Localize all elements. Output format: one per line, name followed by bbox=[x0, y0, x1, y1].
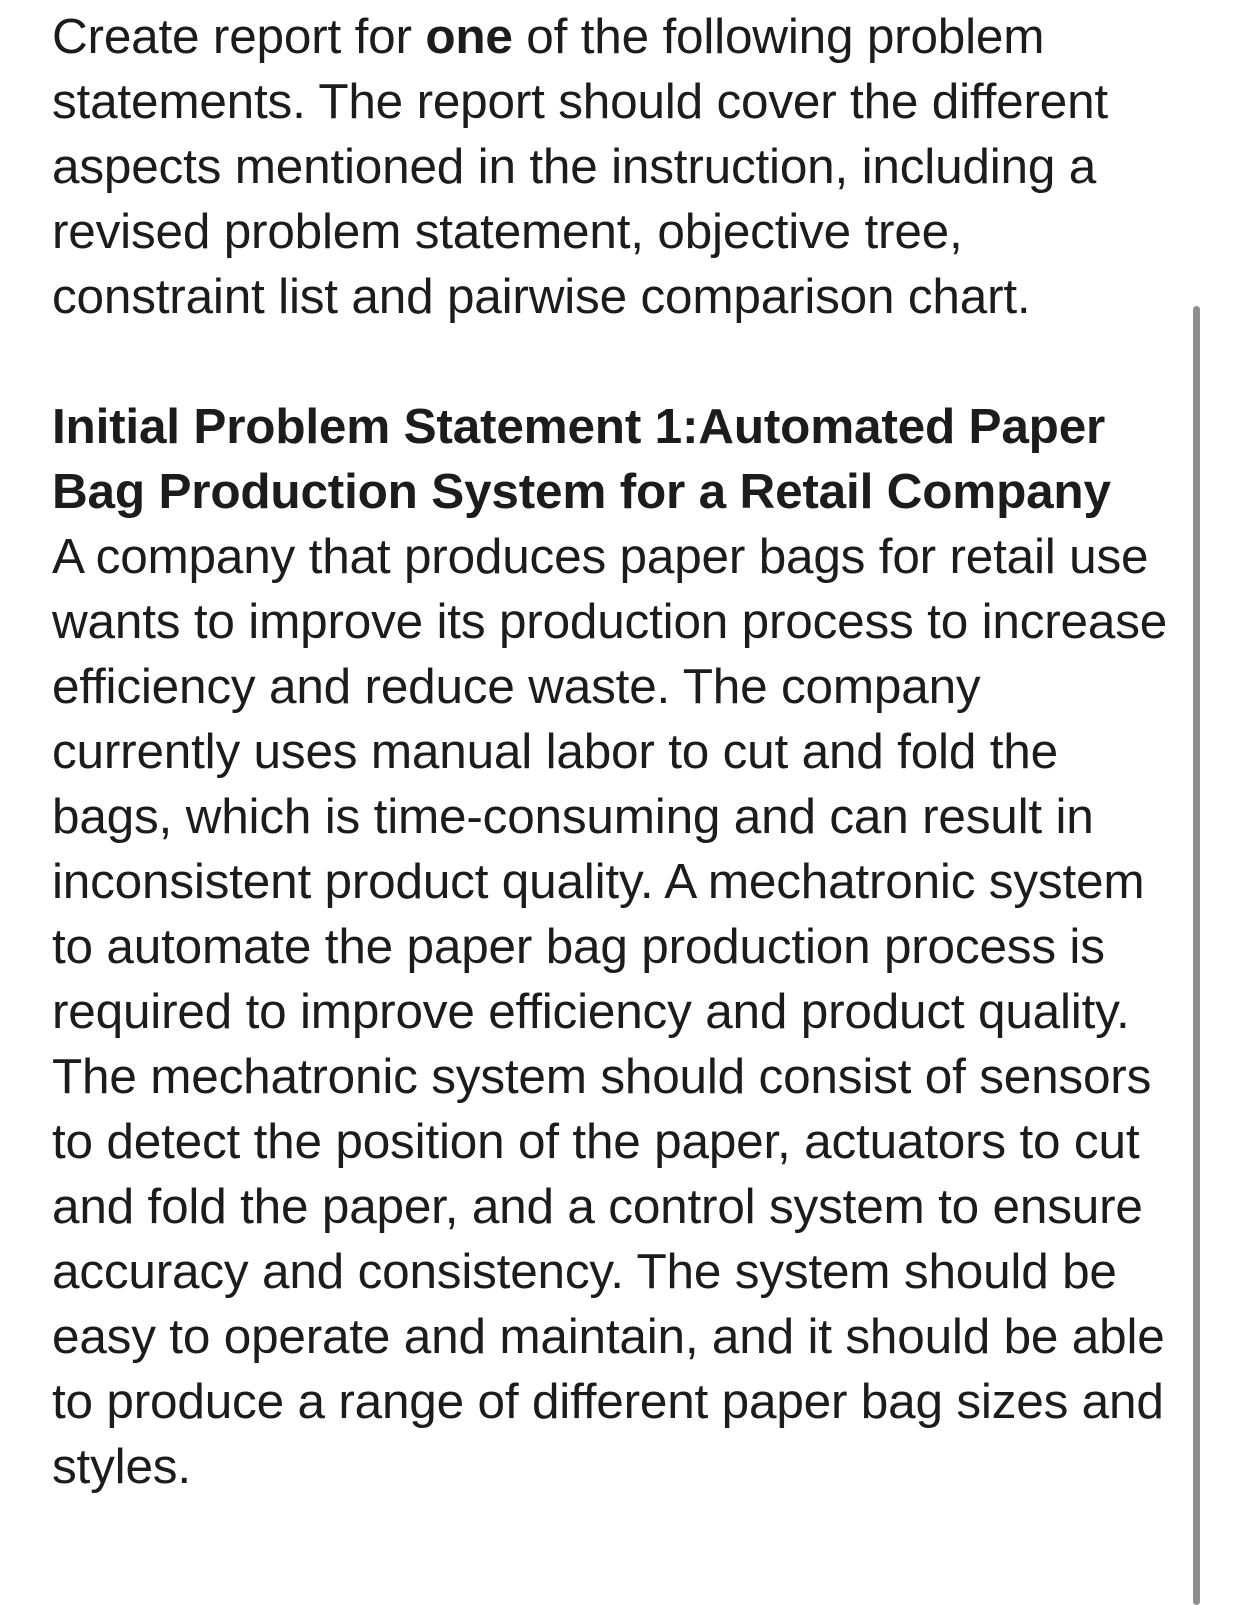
intro-paragraph bbox=[52, 4, 1182, 329]
intro-emphasis: one bbox=[425, 9, 513, 64]
intro-text-before: Create report for bbox=[52, 9, 426, 64]
vertical-scrollbar[interactable] bbox=[1193, 306, 1200, 1605]
document-content bbox=[52, 4, 1182, 1499]
problem-body: A company that produces paper bags for retail use wants to improve its production process to increase efficiency and reduce waste. The company currently uses manual labor to cut and fold the bags, which is time-consuming and can result in inconsistent product quality. A mechatronic system to automate the paper bag production process is required to improve efficiency and product quality. The mechatronic system should consist of sensors to detect the position of the paper, actuators to cut and fold the paper, and a control system to ensure accuracy and consistency. The system should be easy to operate and maintain, and it should be able to produce a range of different paper bag sizes and styles. bbox=[52, 529, 1168, 1494]
intro-text-after: of the following problem statements. The report should cover the different aspects mentioned in the instruction, including a revised problem statement, objective tree, constraint list and pairwise comparison chart. bbox=[52, 9, 1108, 324]
problem-heading: Initial Problem Statement 1:Automated Paper Bag Production System for a Retail Company bbox=[52, 399, 1111, 519]
